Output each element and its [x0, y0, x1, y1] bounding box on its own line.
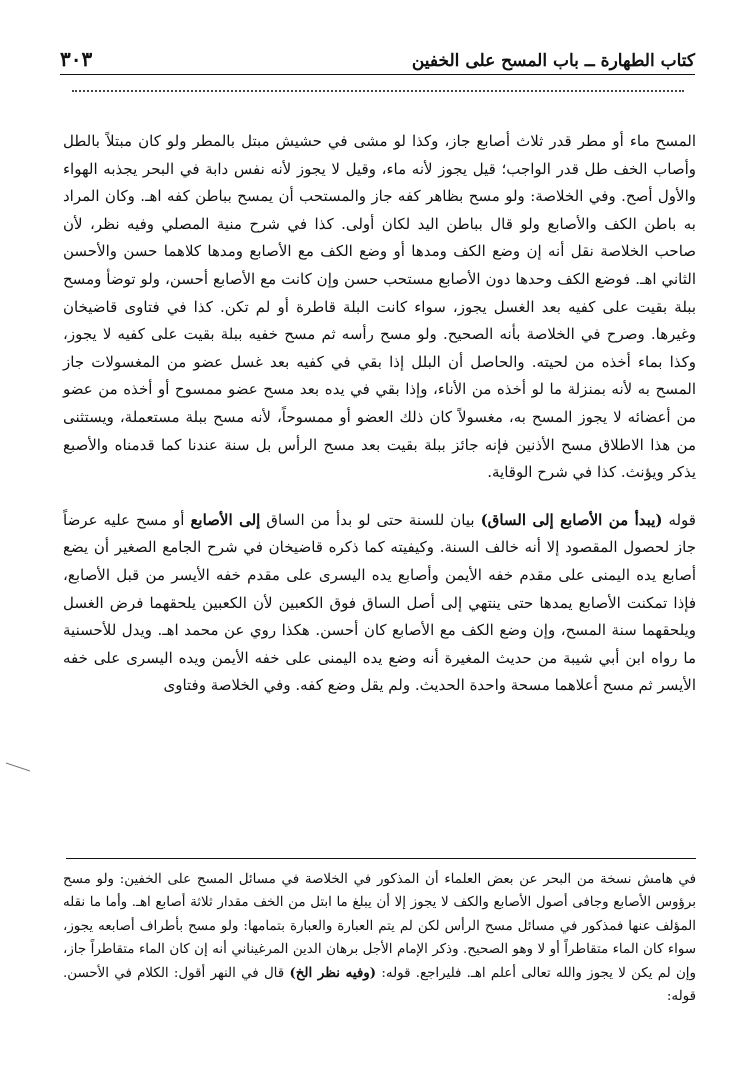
footnote-rest: قال في النهر أقول: الكلام في الأحسن. قوله:: [63, 965, 696, 1005]
main-text: [63, 128, 696, 700]
footnote-line-1: في هامش نسخة من البحر عن بعض العلماء أن المذكور في الخلاصة في مسائل المسح على الخفين: ولو مسح برؤوس الأصابع وجافى أصول الأصابع والكف لا يجوز إلا أن يبلغ ما ابتل من الخف مقدار ثلاثة أصابع اهـ. وأما ما نقله المؤلف عنها فمذكور في مسائل مسح الرأس لكن لم يتم العبارة والعبارة بتمامها: ولو مسح بأطراف أصابعه يجوز، سواء كان الماء متقاطراً أو لا وهو الصحيح. وذكر الإمام الأجل برهان الدين المرغيناني أنه إن كان الماء متقاطراً جاز، وإن لم يكن لا يجوز والله تعالى أعلم اهـ. فليراجع.: [63, 872, 696, 981]
margin-mark-icon: [4, 760, 32, 774]
paragraph-2: [63, 507, 696, 700]
running-title: كتاب الطهارة ــ باب المسح على الخفين: [411, 51, 695, 71]
footnote-quote-prefix: قوله:: [376, 965, 411, 981]
paragraph-2-rest: أو مسح عليه عرضاً جاز لحصول المقصود إلا أنه خالف السنة. وكيفيته كما ذكره قاضيخان في شرح الجامع الصغير أن يضع أصابع يده اليمنى على مقدم خفه الأيمن وأصابع يده اليسرى على مقدم خفه الأيسر من قبل الأصابع، فإذا تمكنت الأصابع يمدها حتى ينتهي إلى أصل الساق فوق الكعبين لأن الكعبين يلحقهما فرض الغسل ويلحقهما سنة المسح، وإن وضع الكف مع الأصابع كان أحسن. هكذا روي عن محمد اهـ. ويدل للأحسنية ما رواه ابن أبي شيبة من حديث المغيرة أنه وضع يده اليمنى على خفه الأيمن ويده اليسرى على خفه الأيسر ثم مسح أعلاهما مسحة واحدة الحديث. ولم يقل وضع كفه. وفي الخلاصة وفتاوى: [63, 510, 696, 695]
page-header: [60, 44, 695, 75]
footnote-quote: (وفيه نظر الخ): [289, 964, 377, 981]
paragraph-1: المسح ماء أو مطر قدر ثلاث أصابع جاز، وكذا لو مشى في حشيش مبتل بالمطر ولو كان مبتلاً بالطل وأصاب الخف طل قدر الواجب؛ قيل يجوز لأنه ماء، وقيل لا يجوز لأنه نفس دابة في البحر يجذبه الهواء والأول أصح. وفي الخلاصة: ولو مسح بظاهر كفه جاز والمستحب أن يمسح بباطن كفه اهـ. وكان المراد به باطن الكف والأصابع ولو قال بباطن اليد لكان أولى. كذا في شرح منية المصلي وفيه نظر، لأن صاحب الخلاصة نقل أنه إن وضع الكف ومدها أو وضع الكف مع الأصابع ومدها كلاهما حسن والأحسن الثاني اهـ. فوضع الكف وحدها دون الأصابع مستحب حسن وإن كانت مع الأصابع أحسن، ولو توضأ ومسح ببلة بقيت على كفيه بعد الغسل يجوز، سواء كانت البلة قاطرة أو لم تكن. كذا في فتاوى قاضيخان وغيرها. وصرح في الخلاصة بأنه الصحيح. ولو مسح رأسه ثم مسح خفيه ببلة بقيت على كفيه لا يجوز، وكذا بماء أخذه من لحيته. والحاصل أن البلل إذا بقي في كفيه بعد غسل عضو من المغسولات جاز المسح به لأنه بمنزلة ما لو أخذه من الأناء، وإذا بقي في يده بعد مسح عضو ممسوح أو أخذه من عضو من أعضائه لا يجوز المسح به، مغسولاً كان ذلك العضو أو ممسوحاً، لأنه مسح ببلة مستعملة، ويستثنى من هذا الاطلاق مسح الأذنين فإنه جائز ببلة بقيت بعد مسح الرأس بل سنة عندنا كما قدمناه والأصبع يذكر ويؤنث. كذا في شرح الوقاية.: [63, 132, 696, 482]
paragraph-2-mid: بيان للسنة حتى لو بدأ من الساق: [260, 510, 481, 529]
quoted-matn-2: إلى الأصابع: [190, 510, 261, 529]
page-number: ٣٠٣: [60, 49, 93, 71]
dotted-separator: [72, 82, 684, 92]
quoted-matn: (يبدأ من الأصابع إلى الساق): [480, 510, 663, 529]
footnote: [63, 868, 696, 1008]
footnote-divider: [66, 858, 696, 859]
footnote-text: [63, 868, 696, 1008]
paragraph-2-lead: قوله: [662, 510, 696, 529]
